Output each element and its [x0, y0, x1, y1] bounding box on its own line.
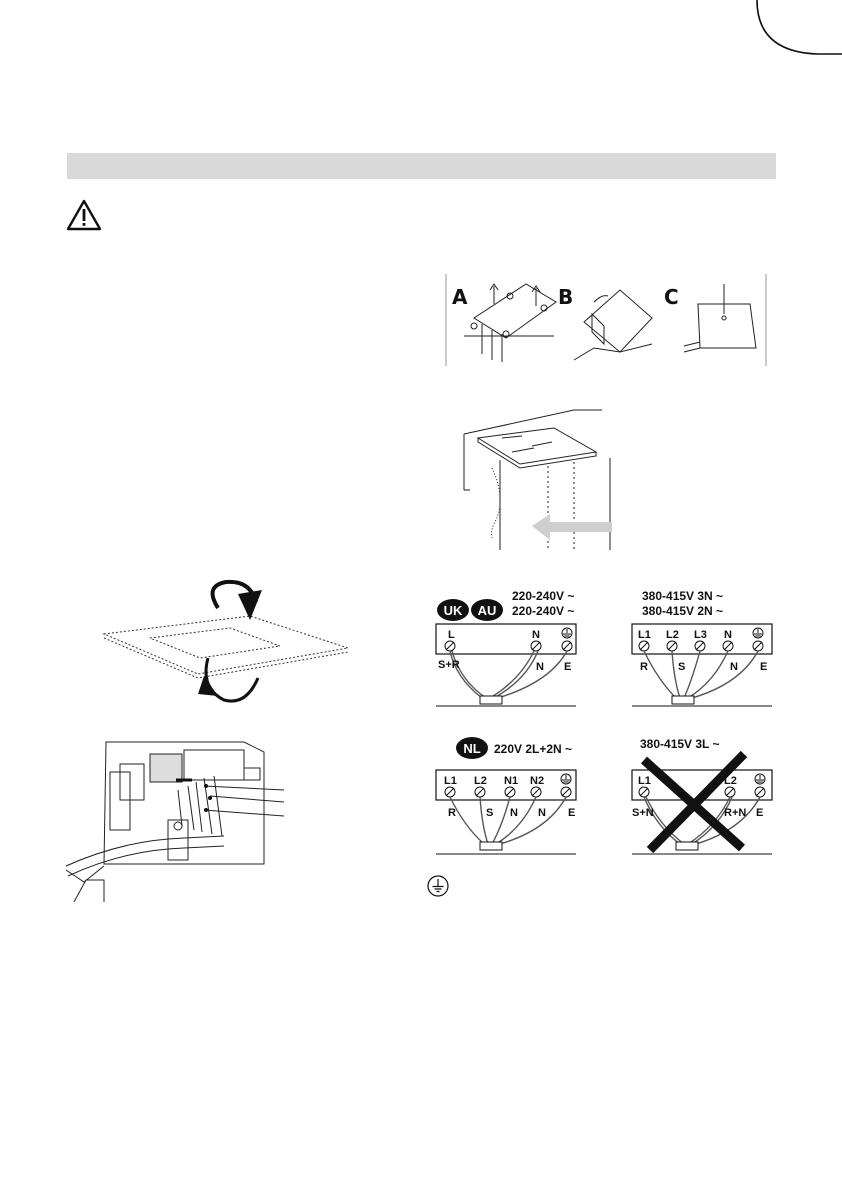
terminal-n2: N2 — [530, 775, 545, 787]
step-a-label: A — [452, 285, 468, 309]
terminal-l: L — [448, 629, 455, 641]
voltage-label-2: 380-415V 2N ~ — [642, 604, 724, 618]
wire-n1: N — [510, 807, 518, 819]
wiring-diagram-single-phase — [430, 588, 580, 712]
wire-n: N — [730, 661, 738, 673]
voltage-label-1: 380-415V 3L ~ — [640, 737, 720, 751]
voltage-label-2: 220-240V ~ — [512, 604, 575, 618]
badge-uk-text: UK — [443, 603, 463, 618]
page-fold-line — [700, 0, 842, 70]
wire-e: E — [568, 807, 576, 819]
wire-r: R — [448, 807, 456, 819]
wiring-diagram-nl — [430, 734, 580, 858]
step-b-label: B — [558, 285, 574, 309]
wire-s: S — [486, 807, 494, 819]
flip-hob-illustration — [100, 578, 352, 712]
wiring-diagram-three-phase — [630, 588, 780, 712]
wiring-diagram-not-allowed — [630, 734, 780, 858]
terminal-l3: L3 — [694, 629, 707, 641]
badge-uk — [437, 599, 469, 621]
terminal-l2: L2 — [474, 775, 487, 787]
wire-rn: R+N — [724, 807, 747, 819]
terminal-l1: L1 — [444, 775, 457, 787]
wire-sr: S+R — [438, 659, 460, 671]
wire-r: R — [640, 661, 648, 673]
terminal-n: N — [532, 629, 540, 641]
badge-au — [471, 599, 503, 621]
terminal-n: N — [724, 629, 732, 641]
removal-steps-illustration — [444, 274, 770, 368]
wire-e: E — [564, 661, 572, 673]
terminal-l1: L1 — [638, 629, 651, 641]
section-header-bar — [67, 153, 776, 179]
terminal-block-closeup-illustration — [64, 740, 284, 902]
wire-s: S — [678, 661, 686, 673]
earth-ground-icon — [426, 874, 450, 898]
step-c-label: C — [664, 285, 679, 309]
voltage-label-1: 220V 2L+2N ~ — [494, 742, 573, 756]
terminal-l2: L2 — [666, 629, 679, 641]
badge-nl — [456, 737, 488, 759]
terminal-n1: N1 — [504, 775, 519, 787]
terminal-l2: L2 — [724, 775, 737, 787]
warning-triangle-icon — [66, 199, 102, 231]
badge-au-text: AU — [477, 603, 497, 618]
voltage-label-1: 380-415V 3N ~ — [642, 589, 724, 603]
badge-nl-text: NL — [463, 741, 481, 756]
wire-e: E — [756, 807, 764, 819]
hob-installation-illustration — [462, 408, 624, 550]
wire-n2: N — [538, 807, 546, 819]
wire-sn: S+N — [632, 807, 654, 819]
wire-n: N — [536, 661, 544, 673]
voltage-label-1: 220-240V ~ — [512, 589, 575, 603]
terminal-l1: L1 — [638, 775, 651, 787]
wire-e: E — [760, 661, 768, 673]
